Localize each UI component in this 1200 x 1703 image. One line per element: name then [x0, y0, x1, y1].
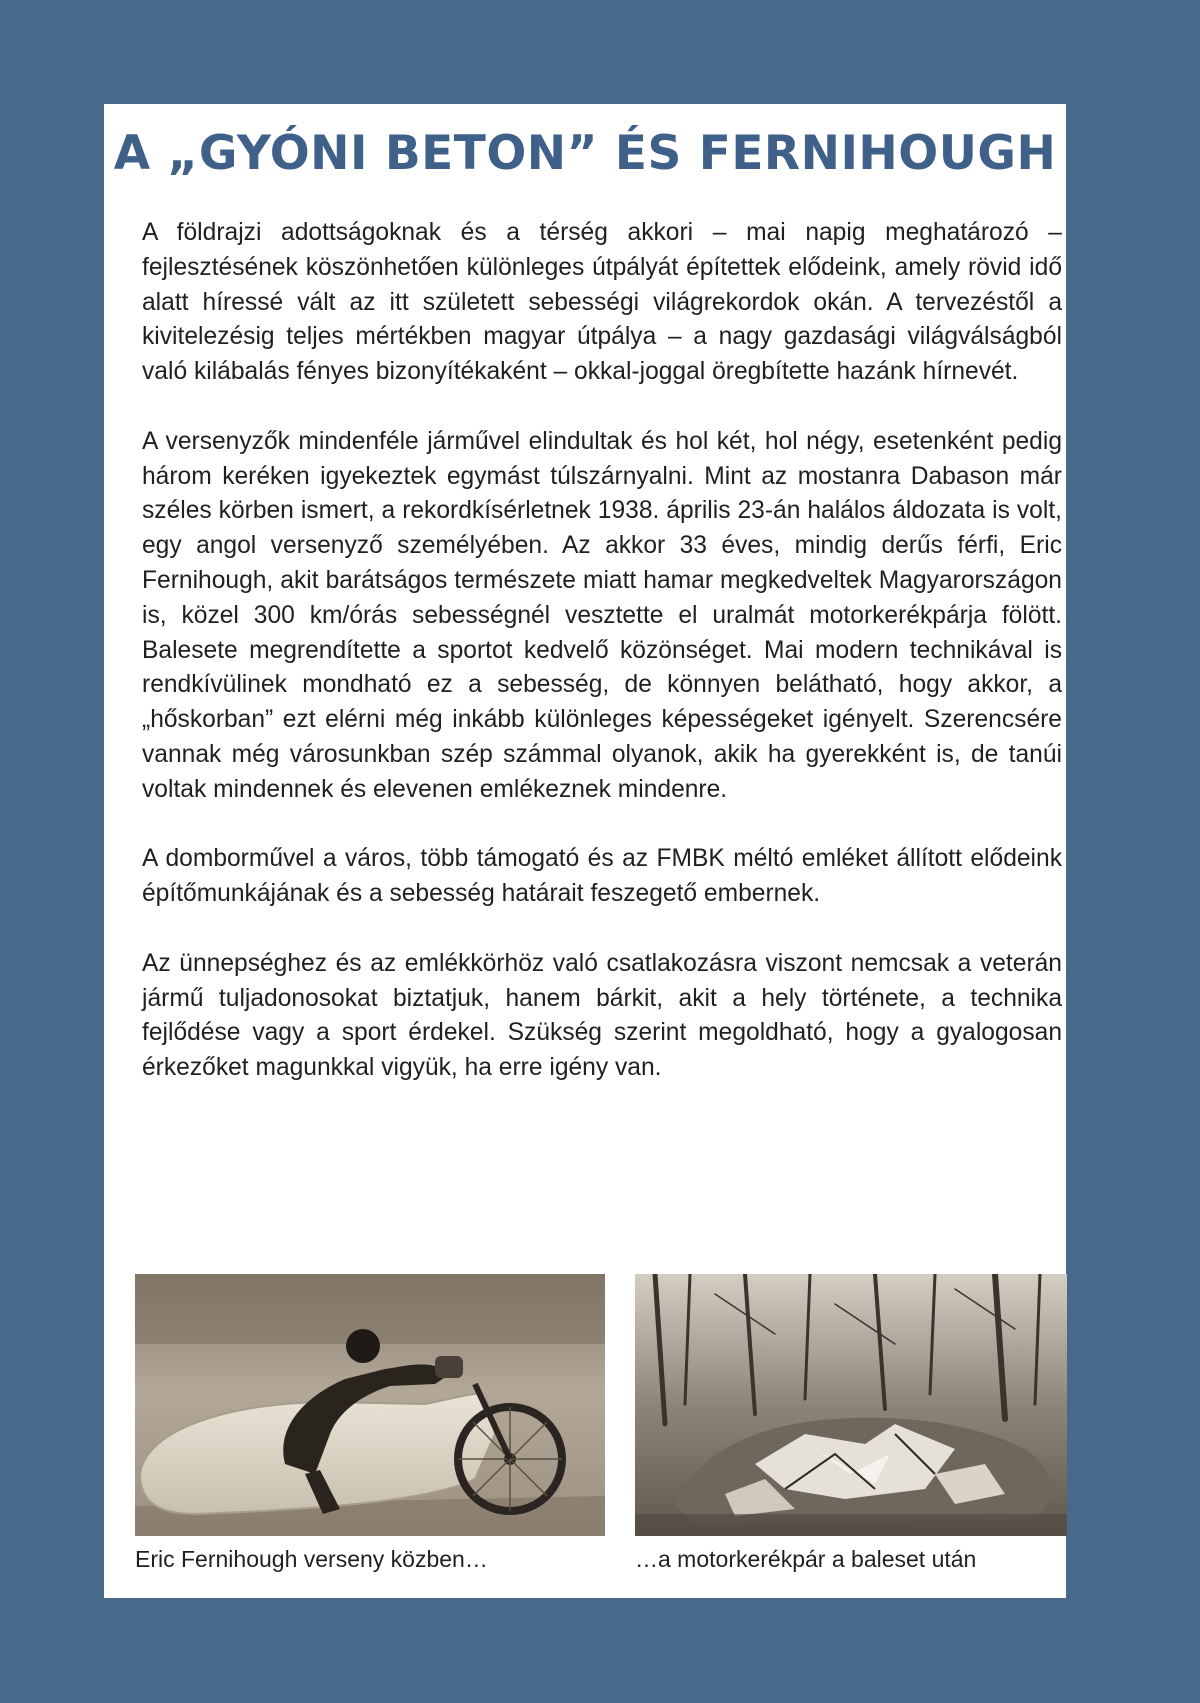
paragraph-3: A domborművel a város, több támogató és az FMBK méltó emléket állított elődeink építőmunkájának és a sebesség határait feszegető embernek.	[142, 845, 1062, 908]
photo-motorcycle-wreck	[635, 1274, 1067, 1536]
paragraph-4: Az ünnepséghez és az emlékkörhöz való csatlakozásra viszont nemcsak a veterán jármű tuljadonosokat biztatjuk, hanem bárkit, akit a hely története, a technika fejlődése vagy a sport érdekel. Szükség szerint megoldható, hogy a gyalogosan érkezőket magunkkal vigyük, ha erre igény van.	[142, 949, 1062, 1082]
photo-fernihough-racing	[135, 1274, 605, 1536]
paragraph-2: A versenyzők mindenféle járművel elindultak és hol két, hol négy, esetenként pedig három keréken igyekeztek egymást túlszárnyalni. Mint az mostanra Dabason már széles körben ismert, a rekordkísérletnek 1938. április 23-án halálos áldozata is volt, egy angol versenyző személyében. Az akkor 33 éves, mindig derűs férfi, Eric Fernihough, akit barátságos természete miatt hamar megkedveltek Magyarországon is, közel 300 km/órás sebességnél vesztette el uralmát motorkerékpárja fölött. Balesete megrendítette a sportot kedvelő közönséget. Mai modern technikával is rendkívülinek mondható ez a sebesség, de könnyen belátható, hogy akkor, a „hőskorban” ezt elérni még inkább különleges képességeket igényelt. Szerencsére vannak még városunkban szép számmal olyanok, akik ha gyerekként is, de tanúi voltak mindennek és elevenen emlékeznek mindenre.	[142, 427, 1062, 803]
paragraph-1: A földrajzi adottságoknak és a térség akkori – mai napig meghatározó – fejlesztésének köszönhetően különleges útpályát építettek elődeink, amely rövid idő alatt híressé vált az itt született sebességi világrekordok okán. A tervezéstől a kivitelezésig teljes mértékben magyar útpálya – a nagy gazdasági világválságból való kilábalás fényes bizonyítékaként – okkal-joggal öregbítette hazánk hírnevét.	[142, 219, 1062, 386]
photo-caption-left: Eric Fernihough verseny közben…	[135, 1546, 488, 1572]
article-body	[142, 216, 1062, 1121]
photo-caption-right: …a motorkerékpár a baleset után	[635, 1546, 977, 1572]
poster-page	[104, 104, 1066, 1598]
page-title: A „GYÓNI BETON” ÉS FERNIHOUGH	[113, 126, 1057, 181]
